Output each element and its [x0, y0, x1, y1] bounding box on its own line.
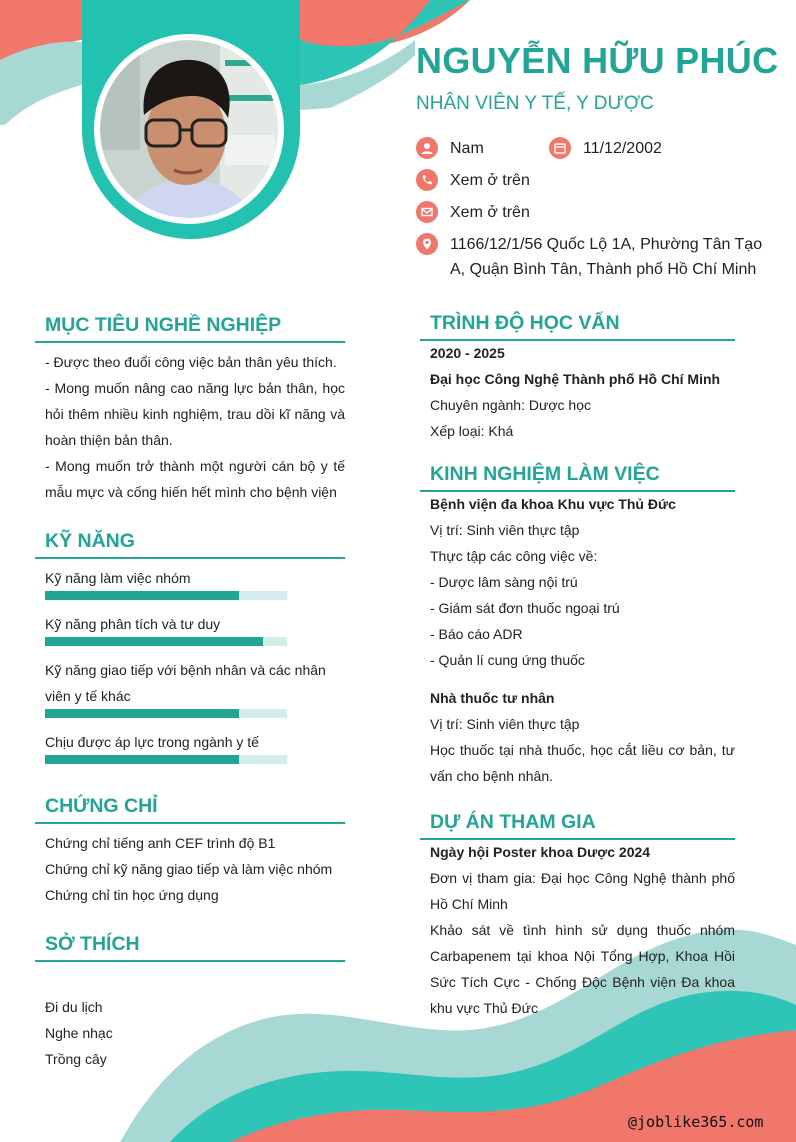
phone-value: Xem ở trên — [450, 172, 530, 189]
projects-title: DỰ ÁN THAM GIA — [430, 811, 596, 833]
skill-bar — [45, 709, 287, 718]
certificates-list — [45, 830, 345, 908]
project-details — [430, 839, 735, 1021]
objective-divider — [35, 341, 345, 343]
job-line: Thực tập các công việc về: — [430, 548, 598, 564]
hobby-item: Đi du lịch — [45, 999, 103, 1015]
gender-value: Nam — [450, 140, 484, 157]
avatar — [94, 34, 284, 224]
email-icon — [416, 201, 438, 223]
dob-row — [549, 136, 662, 161]
certificate-item: Chứng chỉ tin học ứng dụng — [45, 887, 219, 903]
skill-bar-fill — [45, 755, 239, 764]
experience-title: KINH NGHIỆM LÀM VIỆC — [430, 463, 660, 485]
education-details — [430, 340, 735, 444]
gender-row — [416, 136, 484, 161]
job-line: Học thuốc tại nhà thuốc, học cắt liều cơ bản, tư vấn cho bệnh nhân. — [430, 742, 735, 784]
address-row — [416, 232, 770, 282]
hobbies-list — [45, 994, 345, 1072]
watermark: @joblike365.com — [628, 1113, 764, 1131]
job-company: Bệnh viện đa khoa Khu vực Thủ Đức — [430, 496, 676, 512]
phone-row — [416, 168, 530, 193]
education-major: Chuyên ngành: Dược học — [430, 397, 591, 413]
experience-job-1 — [430, 491, 735, 673]
skill-bar — [45, 637, 287, 646]
objective-title: MỤC TIÊU NGHỀ NGHIỆP — [45, 314, 282, 336]
email-row — [416, 200, 530, 225]
location-icon — [416, 233, 438, 255]
candidate-name: NGUYỄN HỮU PHÚC — [416, 40, 779, 81]
skill-bar — [45, 755, 287, 764]
address-line-1: 1166/12/1/56 Quốc Lộ 1A, Phường Tân Tạo — [450, 236, 763, 253]
skill-bar — [45, 591, 287, 600]
certificate-item: Chứng chỉ kỹ năng giao tiếp và làm việc nhóm — [45, 861, 333, 877]
skills-divider — [35, 557, 345, 559]
candidate-role: NHÂN VIÊN Y TẾ, Y DƯỢC — [416, 93, 654, 114]
hobbies-divider — [35, 960, 345, 962]
education-grade: Xếp loại: Khá — [430, 423, 514, 439]
hobby-item: Nghe nhạc — [45, 1025, 113, 1041]
job-line: - Quản lí cung ứng thuốc — [430, 652, 585, 668]
address-line-2: A, Quận Bình Tân, Thành phố Hồ Chí Minh — [450, 261, 757, 278]
hobbies-title: SỞ THÍCH — [45, 933, 140, 955]
job-line: - Dược lâm sàng nội trú — [430, 574, 578, 590]
certificates-title: CHỨNG CHỈ — [45, 795, 158, 817]
email-value: Xem ở trên — [450, 204, 530, 221]
skill-label: Kỹ năng làm việc nhóm — [45, 570, 191, 586]
education-period: 2020 - 2025 — [430, 345, 505, 361]
project-description: Khảo sát về tình hình sử dụng thuốc nhóm Carbapenem tại khoa Nội Tổng Hợp, Khoa Hồi Sức Tích Cực - Chống Độc Bệnh viện Đa khoa khu vực Thủ Đức — [430, 922, 735, 1016]
address-value — [450, 232, 770, 282]
skills-title: KỸ NĂNG — [45, 530, 135, 552]
certificate-item: Chứng chỉ tiếng anh CEF trình độ B1 — [45, 835, 276, 851]
skill-label: Kỹ năng phân tích và tư duy — [45, 616, 221, 632]
user-icon — [416, 137, 438, 159]
skill-bar-fill — [45, 637, 263, 646]
calendar-icon — [549, 137, 571, 159]
objective-line: - Mong muốn nâng cao năng lực bản thân, học hỏi thêm nhiều kinh nghiệm, trau dồi kĩ năng và hoàn thiện bản thân. — [45, 380, 345, 448]
job-line: - Báo cáo ADR — [430, 626, 523, 642]
objective-line: - Được theo đuổi công việc bản thân yêu thích. — [45, 354, 337, 370]
skill-label: Chịu được áp lực trong ngành y tế — [45, 734, 259, 750]
job-line: Vị trí: Sinh viên thực tập — [430, 522, 580, 538]
project-name: Ngày hội Poster khoa Dược 2024 — [430, 844, 651, 860]
phone-icon — [416, 169, 438, 191]
avatar-photo — [100, 40, 278, 218]
education-school: Đại học Công Nghệ Thành phố Hồ Chí Minh — [430, 371, 721, 387]
job-line: Vị trí: Sinh viên thực tập — [430, 716, 580, 732]
hobby-item: Trồng cây — [45, 1051, 107, 1067]
experience-job-2 — [430, 685, 735, 789]
certificates-divider — [35, 822, 345, 824]
job-line: - Giám sát đơn thuốc ngoại trú — [430, 600, 620, 616]
skill-bar-fill — [45, 591, 239, 600]
job-company: Nhà thuốc tư nhân — [430, 690, 555, 706]
dob-value: 11/12/2002 — [583, 140, 662, 157]
education-title: TRÌNH ĐỘ HỌC VẤN — [430, 312, 620, 334]
objective-line: - Mong muốn trở thành một người cán bộ y tế mẫu mực và cống hiến hết mình cho bệnh viện — [45, 458, 345, 500]
objective-text — [45, 349, 345, 505]
project-unit: Đơn vị tham gia: Đại học Công Nghệ thành phố Hồ Chí Minh — [430, 870, 735, 912]
skill-bar-fill — [45, 709, 239, 718]
skill-label: Kỹ năng giao tiếp với bệnh nhân và các nhân viên y tế khác — [45, 662, 326, 704]
